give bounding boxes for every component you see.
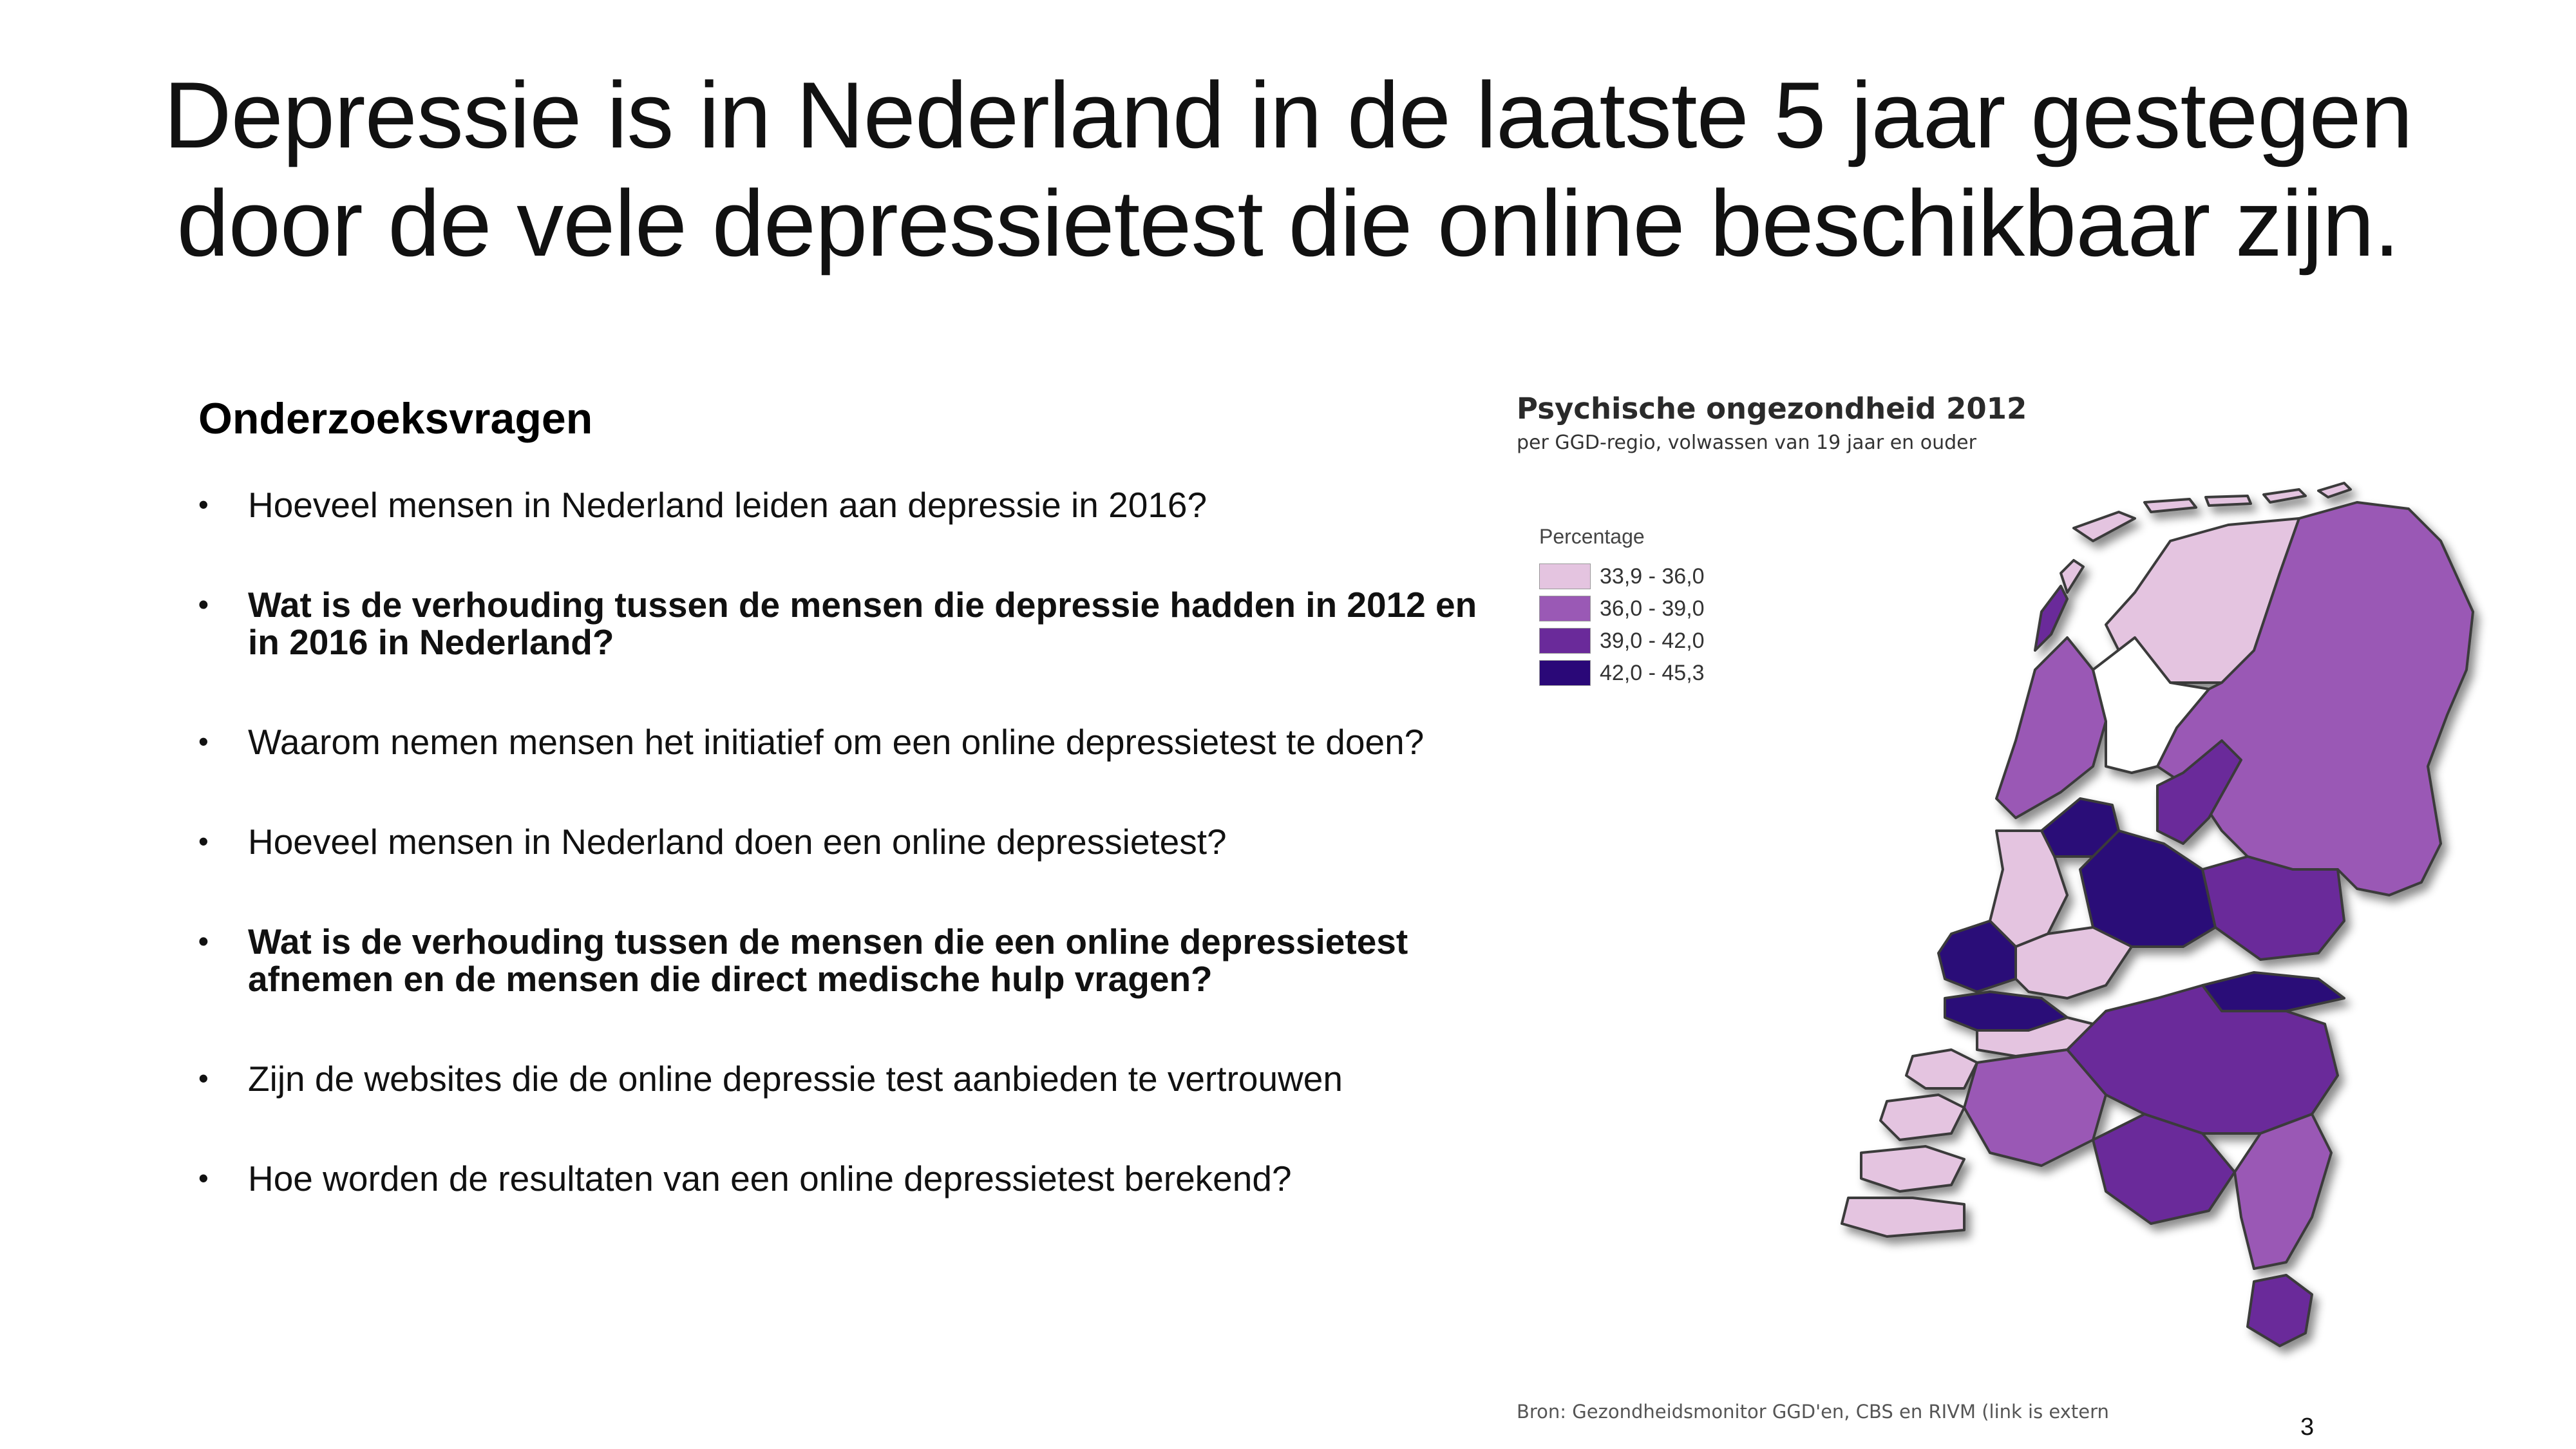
map-region-wadden-1 [2074, 512, 2135, 541]
legend-label: 36,0 - 39,0 [1600, 596, 1705, 621]
bullet-icon: • [198, 1162, 209, 1195]
map-region-wadden-4 [2264, 489, 2306, 502]
question-list [198, 486, 1480, 1197]
list-item [198, 1060, 1480, 1097]
map-region-utrecht [2080, 831, 2215, 947]
map-region-rivierenland [2202, 972, 2344, 1011]
map-region-noord-holland [1996, 638, 2106, 818]
legend-label: 42,0 - 45,3 [1600, 660, 1705, 685]
legend-item [1539, 560, 1705, 592]
list-item [198, 723, 1480, 761]
slide-number: 3 [2300, 1414, 2315, 1441]
legend-title: Percentage [1539, 525, 1645, 548]
legend-label: 39,0 - 42,0 [1600, 628, 1705, 653]
list-item [198, 923, 1480, 998]
map-region-zeeland-2 [1880, 1095, 1964, 1140]
question-text: Hoe worden de resultaten van een online depressietest berekend? [248, 1159, 1292, 1198]
question-text: Waarom nemen mensen het initiatief om een online depressietest te doen? [248, 722, 1425, 762]
map-figure [1501, 380, 2531, 1436]
bullet-icon: • [198, 1062, 209, 1095]
legend-swatch [1539, 596, 1591, 621]
question-text: Wat is de verhouding tussen de mensen die depressie hadden in 2012 en in 2016 in Nederland? [248, 585, 1477, 662]
bullet-icon: • [198, 588, 209, 621]
list-item [198, 1160, 1480, 1197]
map-region-limburg-noord [2235, 1114, 2331, 1269]
list-item [198, 586, 1480, 661]
list-item [198, 823, 1480, 860]
title-line-2: door de vele depressietest die online beschikbaar zijn. [176, 171, 2400, 276]
legend-swatch [1539, 628, 1591, 654]
legend-item [1539, 592, 1705, 625]
map-title: Psychische ongezondheid 2012 [1517, 392, 2027, 426]
map-region-gelderland [2202, 857, 2344, 960]
question-text: Wat is de verhouding tussen de mensen die een online depressietest afnemen en de mensen die direct medische hulp vragen? [248, 922, 1408, 999]
map-region-wadden-2 [2145, 499, 2196, 512]
legend-label: 33,9 - 36,0 [1600, 564, 1705, 589]
title-line-1: Depressie is in Nederland in de laatste 5 jaar gestegen [164, 62, 2412, 167]
content-column [198, 390, 1480, 1260]
slide-title [0, 61, 2576, 278]
question-text: Zijn de websites die de online depressie test aanbieden te vertrouwen [248, 1059, 1343, 1099]
question-text: Hoeveel mensen in Nederland leiden aan depressie in 2016? [248, 485, 1208, 525]
map-region-zuid-limburg [2248, 1275, 2312, 1346]
legend-swatch [1539, 660, 1591, 686]
map-region-texel [2061, 560, 2083, 592]
legend-swatch [1539, 564, 1591, 589]
bullet-icon: • [198, 725, 209, 758]
legend-item [1539, 625, 1705, 657]
bullet-icon: • [198, 825, 209, 858]
map-source: Bron: Gezondheidsmonitor GGD'en, CBS en RIVM (link is extern [1517, 1401, 2109, 1423]
list-item [198, 486, 1480, 524]
map-subtitle: per GGD-regio, volwassen van 19 jaar en ouder [1517, 431, 1976, 454]
legend-item [1539, 657, 1705, 689]
map-legend [1539, 525, 1705, 689]
bullet-icon: • [198, 925, 209, 958]
question-text: Hoeveel mensen in Nederland doen een online depressietest? [248, 822, 1227, 862]
map-region-wadden-3 [2206, 496, 2251, 506]
map-region-wadden-5 [2318, 483, 2351, 497]
section-heading: Onderzoeksvragen [198, 394, 593, 443]
map-region-zeeland-1 [1906, 1050, 1977, 1088]
map-region-zeeland-4 [1842, 1198, 1964, 1236]
map-region-zeeland-3 [1861, 1146, 1964, 1191]
bullet-icon: • [198, 488, 209, 521]
